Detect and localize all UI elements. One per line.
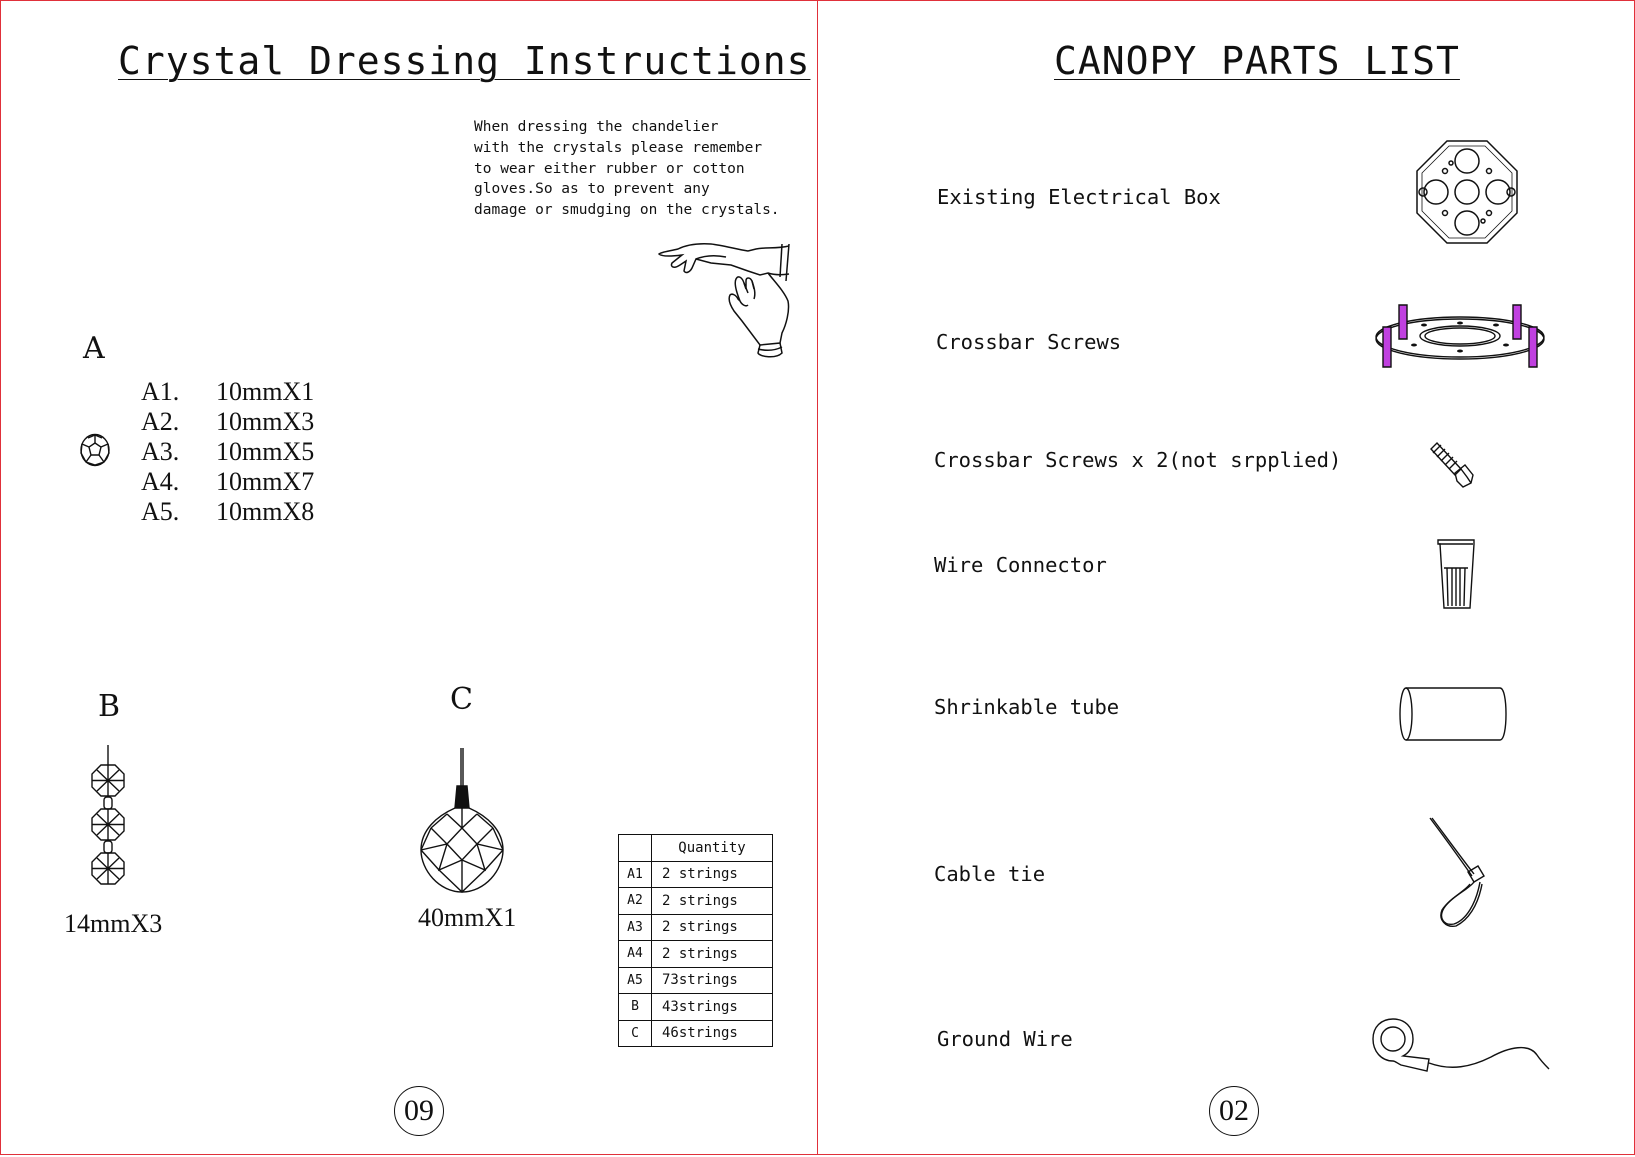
cable-tie-icon: [1428, 816, 1498, 928]
right-page: [817, 0, 1635, 1155]
table-cell-qty: 2 strings: [652, 914, 773, 941]
table-row: [619, 888, 773, 915]
table-cell-item: A2: [619, 888, 652, 915]
part-label-crossbar-screws-not-supplied: Crossbar Screws x 2(not srpplied): [934, 448, 1342, 472]
table-row: [619, 914, 773, 941]
part-label-cable-tie: Cable tie: [934, 862, 1046, 886]
item-code: A4.: [141, 467, 180, 496]
crystal-ball-icon: [417, 746, 507, 896]
item-size: 10mmX3: [216, 407, 315, 436]
table-cell-qty: 2 strings: [652, 888, 773, 915]
left-page-title: Crystal Dressing Instructions: [118, 39, 811, 83]
list-item: [141, 497, 314, 527]
table-cell-item: A5: [619, 967, 652, 994]
item-code: A5.: [141, 497, 180, 526]
table-cell-qty: 43strings: [652, 994, 773, 1021]
part-label-electrical-box: Existing Electrical Box: [937, 185, 1221, 209]
table-header-row: [619, 835, 773, 862]
quantity-table: [618, 834, 773, 1047]
electrical-box-icon: [1415, 139, 1519, 245]
table-row: [619, 941, 773, 968]
section-c-letter: C: [450, 682, 473, 717]
part-label-ground-wire: Ground Wire: [937, 1027, 1073, 1051]
list-item: [141, 377, 314, 407]
item-code: A3.: [141, 437, 180, 466]
hands-illustration: [656, 241, 796, 371]
left-page-number: 09: [394, 1086, 444, 1136]
section-a-letter: A: [83, 331, 105, 366]
table-row: [619, 1020, 773, 1047]
list-item: [141, 407, 314, 437]
crossbar-plate-icon: [1374, 303, 1546, 371]
part-label-shrinkable-tube: Shrinkable tube: [934, 695, 1120, 719]
left-page: [0, 0, 818, 1155]
part-label-wire-connector: Wire Connector: [934, 553, 1107, 577]
item-size: 10mmX8: [216, 497, 315, 526]
right-page-number: 02: [1209, 1086, 1259, 1136]
shrink-tube-icon: [1398, 686, 1508, 742]
item-code: A2.: [141, 407, 180, 436]
table-cell-item: A4: [619, 941, 652, 968]
note-line: to wear either rubber or cotton: [474, 160, 745, 177]
ground-wire-icon: [1371, 1017, 1551, 1073]
section-c-size: 40mmX1: [418, 903, 517, 932]
list-item: [141, 437, 314, 467]
item-size: 10mmX7: [216, 467, 315, 496]
table-cell-qty: 46strings: [652, 1020, 773, 1047]
section-a-list: [141, 377, 314, 527]
table-cell-item: A1: [619, 861, 652, 888]
right-page-title: CANOPY PARTS LIST: [1054, 39, 1460, 83]
section-b-size: 14mmX3: [64, 909, 163, 938]
table-cell-item: B: [619, 994, 652, 1021]
glove-note: [474, 117, 804, 221]
section-b-letter: B: [98, 689, 121, 724]
table-row: [619, 994, 773, 1021]
note-line: damage or smudging on the crystals.: [474, 202, 780, 219]
crystal-bead-a-icon: [79, 433, 111, 467]
note-line: gloves.So as to prevent any: [474, 181, 710, 198]
table-header-blank: [619, 835, 652, 862]
item-code: A1.: [141, 377, 180, 406]
wire-connector-icon: [1436, 538, 1476, 612]
item-size: 10mmX5: [216, 437, 315, 466]
table-cell-qty: 2 strings: [652, 861, 773, 888]
table-cell-item: A3: [619, 914, 652, 941]
note-line: with the crystals please remember: [474, 139, 763, 156]
list-item: [141, 467, 314, 497]
note-line: When dressing the chandelier: [474, 119, 719, 135]
table-cell-qty: 2 strings: [652, 941, 773, 968]
part-label-crossbar-screws: Crossbar Screws: [936, 330, 1122, 354]
screw-icon: [1427, 439, 1477, 491]
item-size: 10mmX1: [216, 377, 315, 406]
table-cell-qty: 73strings: [652, 967, 773, 994]
table-header-quantity: Quantity: [652, 835, 773, 862]
table-cell-item: C: [619, 1020, 652, 1047]
octagon-string-icon: [89, 743, 127, 895]
table-row: [619, 861, 773, 888]
table-row: [619, 967, 773, 994]
